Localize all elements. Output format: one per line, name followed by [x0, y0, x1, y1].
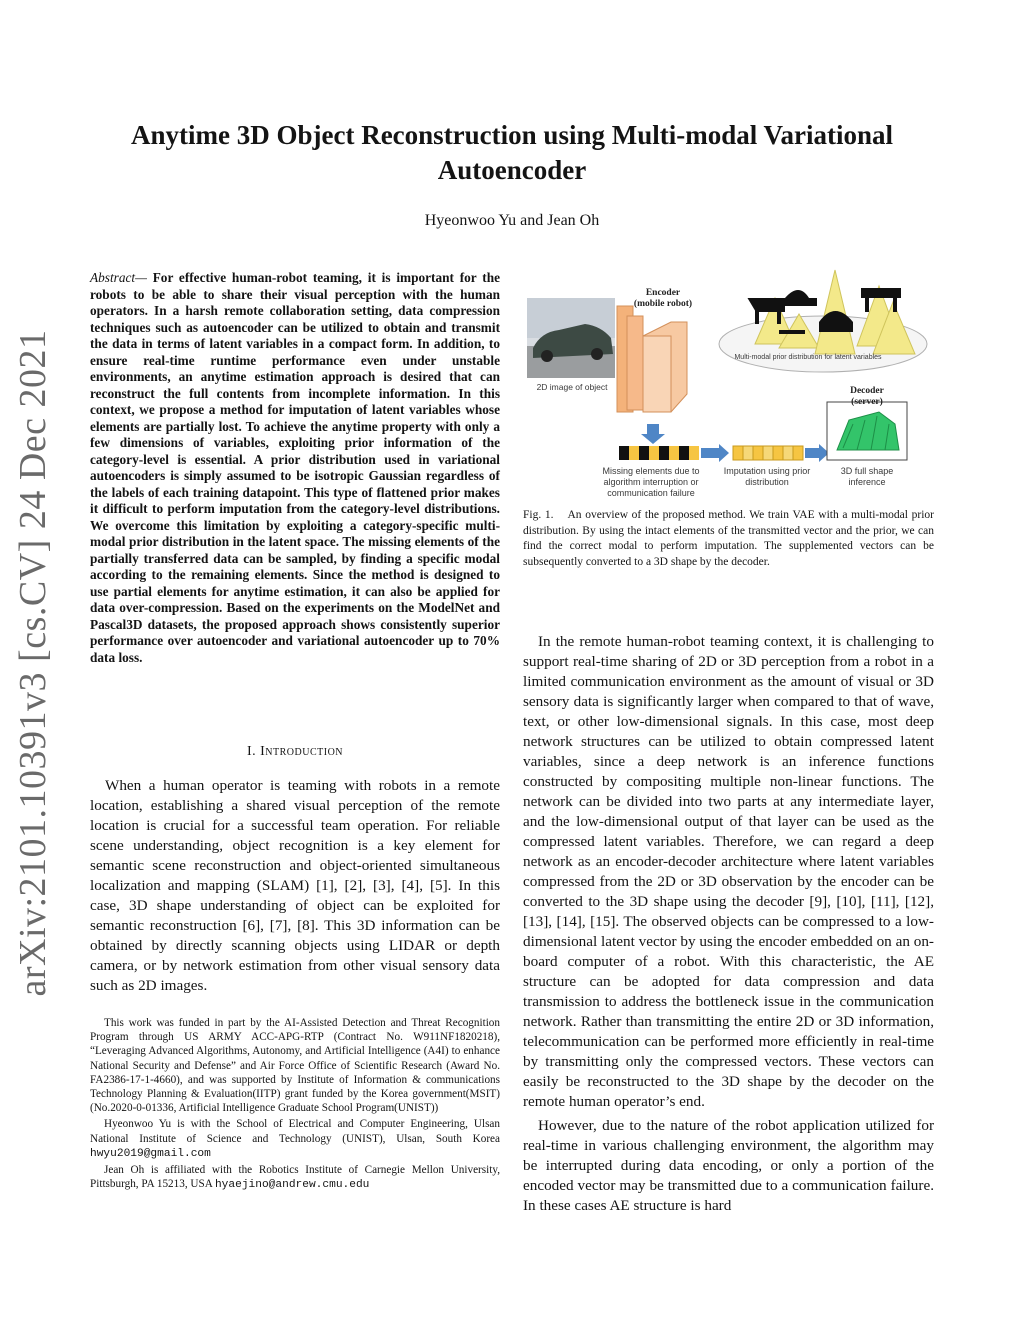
- latent-vector-missing: [619, 446, 699, 460]
- right-arrow-icon: [701, 444, 729, 462]
- fig-missing-label: Missing elements due to algorithm interruption or communication failure: [602, 466, 700, 498]
- arxiv-side-label: arXiv:2101.10391v3 [cs.CV] 24 Dec 2021: [12, 329, 54, 997]
- yu-email: hwyu2019@gmail.com: [90, 1147, 211, 1160]
- encoder-layer-2: [627, 316, 643, 410]
- intro-right-column: [523, 632, 934, 1216]
- intro-left-column: [90, 776, 500, 996]
- caption-label: Fig. 1.: [523, 509, 554, 521]
- section-title: Introduction: [260, 744, 344, 759]
- authors: Hyeonwoo Yu and Jean Oh: [424, 212, 600, 229]
- fig-imputation-label: Imputation using prior distribution: [723, 466, 811, 487]
- section-heading-introduction: [90, 744, 500, 760]
- abstract: Abstract— For effective human-robot teaming, it is important for the robots to be able to share their visual perception with the human operators. In a harsh remote collaboration setting, data compression techniques such as autoencoder can be utilized to obtain and transmit the data in terms of latent variables in a compact form. In addition, to ensure real-time runtime performance even under unstable environments, an anytime estimation approach is desired that can reconstruct the full contents from incomplete information. In this context, we propose a method for imputation of latent variables whose elements are partially lost. To achieve the anytime property with only a few dimensions of variables, exploiting prior information of the category-level is essential. A prior distribution used in variational autoencoders is simply assumed to be isotropic Gaussian regardless of the labels of each training datapoint. This type of flattened prior makes it difficult to perform imputation from the category-level distributions. We overcome this limitation by exploiting a category-specific multi-modal prior distribution in the latent space. The missing elements of the partially transferred data can be sampled, by finding a specific modal according to the remaining elements. Since the method is designed to use partial elements for anytime estimation, it can also be applied for data over-compression. Based on the experiments on the ModelNet and Pascal3D datasets, the proposed approach shows consistently superior performance over autoencoder and variational autoencoder up to 70% data loss.: [90, 270, 500, 665]
- fig-decoder-label: Decoder (server): [850, 386, 884, 407]
- intro-paragraph-3: However, due to the nature of the robot application utilized for real-time in various challenging environment, the algorithm may be interrupted during data encoding, or only a portion of the encoded vector may be transmitted due to a communication failure. In these cases AE structure is hard: [523, 1117, 934, 1214]
- footnotes: [90, 1016, 500, 1194]
- fig-prior-label: Multi-modal prior distribution for latent variables: [734, 354, 882, 361]
- fig-shape-label: 3D full shape inference: [840, 466, 894, 487]
- footnote-funding: This work was funded in part by the AI-Assisted Detection and Threat Recognition Program through US ARMY ACC-APG-RTP (Contract No. W911NF1820218), “Leveraging Advanced Algorithms, Autonomy, and Artificial Intelligence (A4I) to enhance National Security and Defense” and Air Force Office of Scientific Research (Award No. FA2386-17-1-4660), and was supported by Institute of Information & communications Technology Planning & Evaluation(IITP) grant funded by the Korea government(MSIT) (No.2020-0-01336, Artificial Intelligence Graduate School Program(UNIST)): [90, 1017, 500, 1115]
- section-number: I.: [246, 744, 257, 759]
- fig-encoder-label: Encoder (mobile robot): [633, 288, 693, 309]
- down-arrow-icon: [641, 424, 665, 444]
- intro-paragraph-2: In the remote human-robot teaming context, it is challenging to support real-time sharing of 2D or 3D perception from a robot in a limited communication environment as the amount of visual or 3D sensory data is significantly larger when compared to that of wave, text, or other low-dimensional signals. In this case, most deep network structures can be utilized to obtain compressed latent variables, since a deep network is an inference functions constructed by compositing multiple non-linear functions. The network can be divided into two parts at any intermediate layer, and the low-dimensional output of that layer can be used as the compressed latent variables. Therefore, we can regard a deep network as an encoder-decoder architecture where latent variables compressed from the 2D or 3D observation by the encoder can be converted to the 3D shape using the decoder [9], [10], [11], [12], [13], [14], [15]. The observed objects can be compressed to a low-dimensional latent vector by using the encoder embedded on an on-board computer of a robot. With this characteristic, the AE structure can be adopted for data compression and data transmission to address the bottleneck issue in the communication network. Rather than transmitting the entire 2D or 3D information, telecommunication can be performed more efficiently in real-time by transmitting only the compressed vectors. These vectors can easily be reconstructed to the 3D shape by the decoder on the remote human operator’s end.: [523, 633, 934, 1110]
- abstract-label: Abstract: [90, 270, 136, 285]
- right-arrow-icon-2: [805, 444, 829, 462]
- abstract-text: For effective human-robot teaming, it is important for the robots to be able to share their visual perception with the human operators. In a harsh remote collaboration setting, data compression techniques such as autoencoder can be utilized to obtain and transmit the data in terms of latent variables in a compact form. In addition, to ensure real-time runtime performance even under unstable environments, an anytime estimation approach is desired that can reconstruct the full contents from incomplete information. In this context, we propose a method for imputation of latent variables whose elements are partially lost. To achieve the anytime property with only a few dimensions of variables, exploiting prior information of the category-level is essential. A prior distribution used in variational autoencoders is simply assumed to be isotropic Gaussian regardless of the labels of each training datapoint. This type of flattened prior makes it difficult to perform imputation from the category-level distributions. We overcome this limitation by exploiting a category-specific multi-modal prior distribution in the latent space. The missing elements of the partially transferred data can be sampled, by finding a specific modal according to the remaining elements. Since the method is designed to use partial elements for anytime estimation, it can also be applied for data over-compression. Based on the experiments on the ModelNet and Pascal3D datasets, the proposed approach shows consistently superior performance over autoencoder and variational autoencoder up to 70% data loss.: [90, 270, 500, 665]
- footnote-oh: Jean Oh is affiliated with the Robotics Institute of Carnegie Mellon University, Pittsburgh, PA 15213, USA hyaejino@andrew.cmu.edu: [90, 1164, 500, 1192]
- caption-text: An overview of the proposed method. We train VAE with a multi-modal prior distribution. By using the intact elements of the transmitted vector and the prior, we can find the correct modal to perform imputation. The supplemented vectors can be subsequently converted to a 3D shape by the decoder.: [523, 509, 934, 568]
- intro-paragraph-1: When a human operator is teaming with robots in a remote location, establishing a shared visual perception of the remote location is crucial for a successful team operation. For reliable scene understanding, object recognition is a key element for semantic scene reconstruction and object-oriented simultaneous localization and mapping (SLAM) [1], [2], [3], [4], [5]. In this case, 3D shape understanding of object can be exploited for semantic reconstruction [6], [7], [8]. This 3D information can be obtained by directly scanning objects using LIDAR or depth camera, or by network estimation from other visual sensory data such as 2D images.: [90, 777, 500, 994]
- latent-vector-imputed: [733, 446, 803, 460]
- footnote-yu: Hyeonwoo Yu is with the School of Electrical and Computer Engineering, Ulsan National Institute of Science and Technology (UNIST), Ulsan, South Korea hwyu2019@gmail.com: [90, 1118, 500, 1160]
- figure-1-diagram: [523, 262, 934, 498]
- oh-email: hyaejino@andrew.cmu.edu: [214, 1179, 370, 1192]
- figure-1: [523, 262, 934, 498]
- fig-image-label: 2D image of object: [536, 382, 608, 392]
- car-silhouette-small: [785, 290, 817, 306]
- figure-1-caption: [523, 508, 934, 570]
- paper-title: Anytime 3D Object Reconstruction using Multi-modal Variational Autoencoder: [131, 120, 893, 185]
